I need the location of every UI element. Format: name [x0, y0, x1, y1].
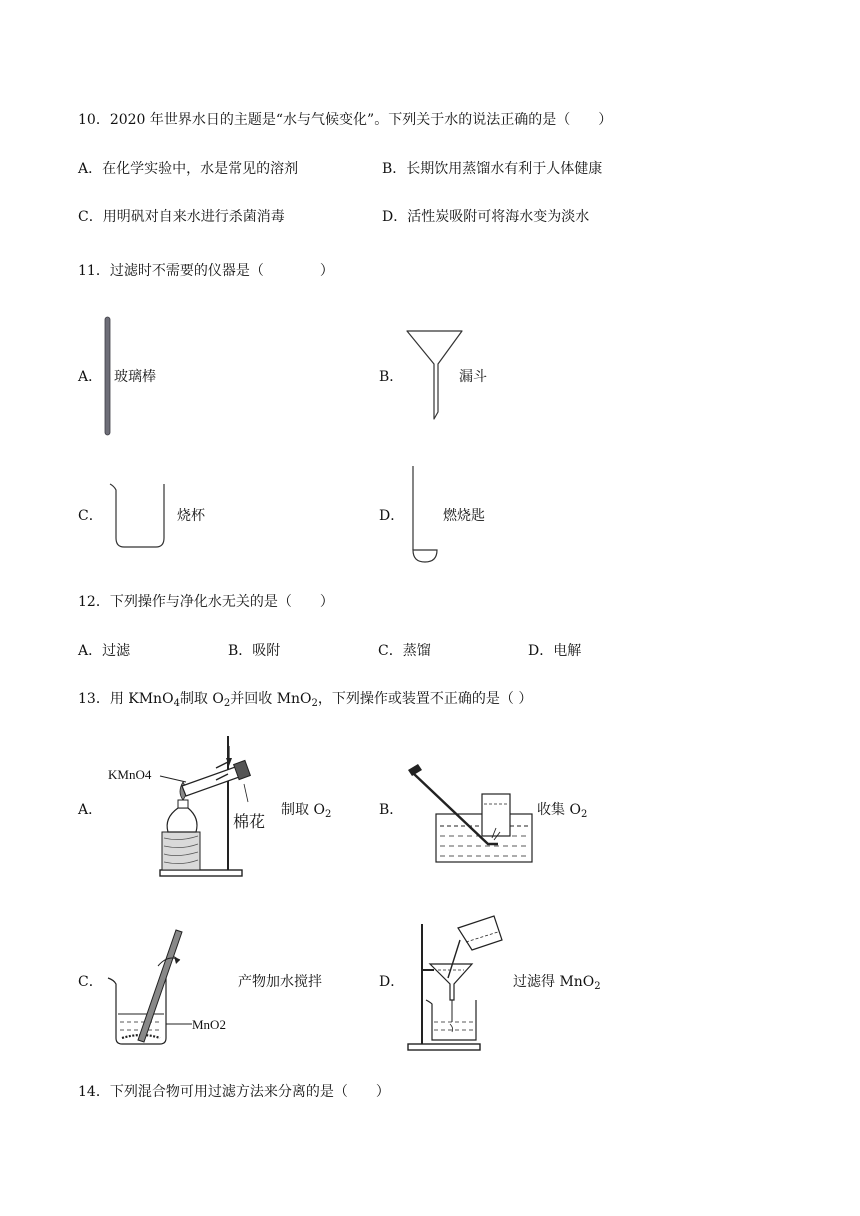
- q13-option-b-letter[interactable]: B．: [379, 802, 404, 818]
- q12-option-a[interactable]: A．过滤: [78, 643, 131, 659]
- q10-option-c[interactable]: C．用明矾对自来水进行杀菌消毒: [78, 209, 285, 225]
- q12-option-d[interactable]: D．电解: [528, 643, 582, 659]
- q11-option-a-letter[interactable]: A．: [78, 369, 103, 385]
- q13-option-c-text: 产物加水搅拌: [238, 974, 322, 990]
- kmno4-label: KMnO4: [108, 767, 152, 782]
- q11-option-b-letter[interactable]: B．: [379, 369, 404, 385]
- q11-option-b-text: 漏斗: [459, 369, 487, 385]
- beaker-figure: [108, 480, 170, 552]
- q14-stem: 14．下列混合物可用过滤方法来分离的是（ ）: [78, 1084, 390, 1100]
- cotton-label: 棉花: [233, 812, 266, 831]
- q11-stem: 11．过滤时不需要的仪器是（ ）: [78, 263, 334, 279]
- filtration-apparatus-figure: [402, 916, 506, 1054]
- kmno4-heating-apparatus-figure: [108, 732, 266, 884]
- q13-option-a-letter[interactable]: A．: [78, 802, 103, 818]
- q13-option-c-letter[interactable]: C．: [78, 974, 103, 990]
- q12-option-c[interactable]: C．蒸馏: [378, 643, 431, 659]
- q11-option-c-text: 烧杯: [177, 508, 205, 524]
- q13-stem: 13．用 KMnO$_4$制取 $O_2$并回收 MnO$_2$，下列操作或装置不正确的是（ ）: [78, 691, 533, 709]
- q13-option-a-text: 制取 $O_2$: [281, 802, 332, 820]
- q12-option-b[interactable]: B．吸附: [228, 643, 281, 659]
- combustion-spoon-figure: [404, 464, 444, 568]
- q13-option-d-text: 过滤得 MnO$_2$: [513, 974, 601, 992]
- q10-option-a[interactable]: A．在化学实验中，水是常见的溶剂: [78, 161, 299, 177]
- q11-option-d-text: 燃烧匙: [443, 508, 485, 524]
- stirring-beaker-figure: [106, 926, 236, 1050]
- q10-option-b[interactable]: B．长期饮用蒸馏水有利于人体健康: [382, 161, 603, 177]
- q12-stem: 12．下列操作与净化水无关的是（ ）: [78, 594, 334, 610]
- mno2-label: MnO2: [192, 1017, 226, 1032]
- q10-stem: 10．2020 年世界水日的主题是“水与气候变化”。下列关于水的说法正确的是（ ）: [78, 112, 613, 128]
- q11-option-d-letter[interactable]: D．: [379, 508, 405, 524]
- q13-option-d-letter[interactable]: D．: [379, 974, 405, 990]
- q13-option-b-text: 收集 $O_2$: [537, 802, 588, 820]
- q11-option-c-letter[interactable]: C．: [78, 508, 103, 524]
- q10-option-d[interactable]: D．活性炭吸附可将海水变为淡水: [382, 209, 590, 225]
- funnel-figure: [404, 328, 466, 422]
- gas-collection-apparatus-figure: [404, 760, 534, 866]
- q11-option-a-text: 玻璃棒: [114, 369, 156, 385]
